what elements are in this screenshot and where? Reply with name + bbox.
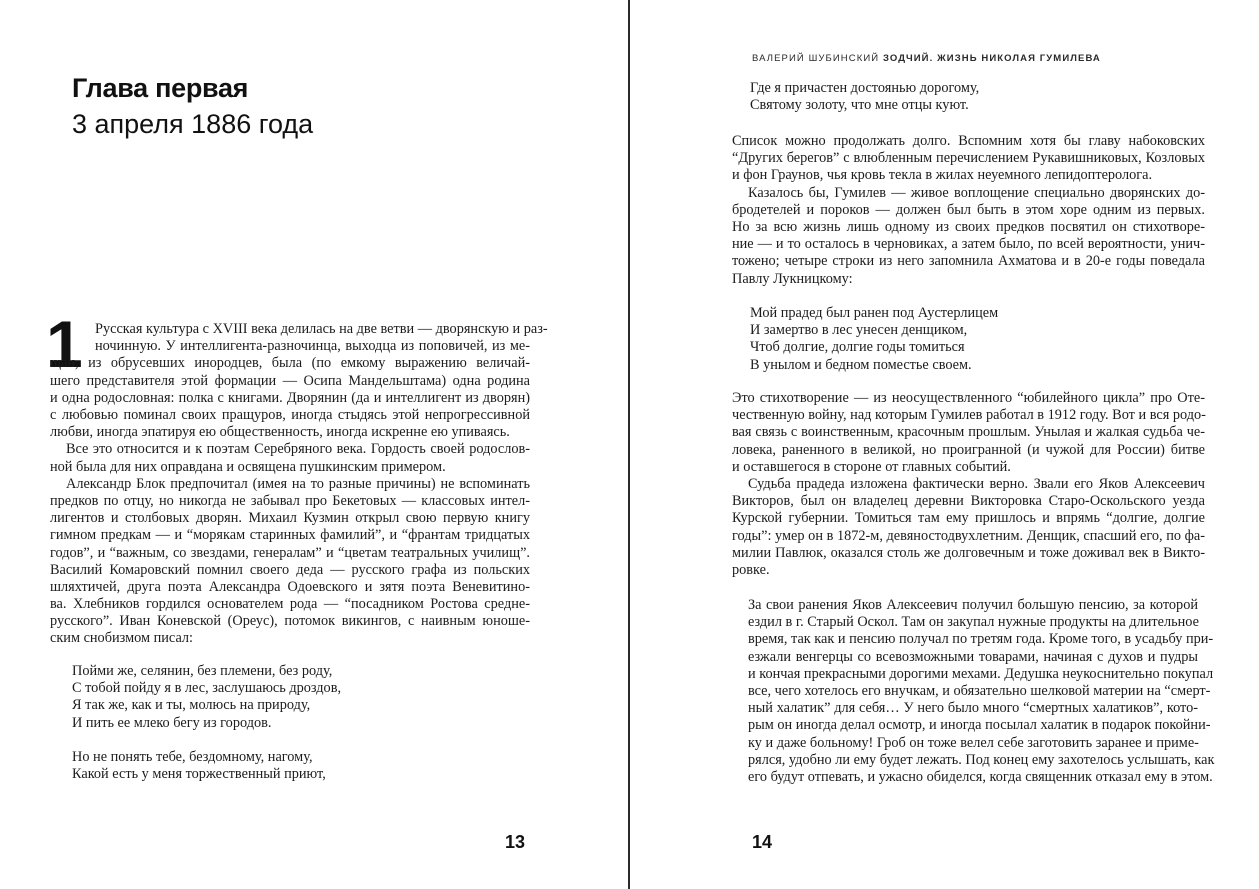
text-line: вая связь с воинственным, красочным прошлым. Унылая и жалкая судьба че- [732, 424, 1205, 441]
running-header-book: ЗОДЧИЙ. ЖИЗНЬ НИКОЛАЯ ГУМИЛЕВА [882, 53, 1101, 64]
verse-line: С тобой пойду я в лес, заслушаюсь дроздов, [72, 680, 342, 697]
text-line: гимном предкам — и “морякам старинных фамилий”, и “франтам тридцатых [50, 527, 530, 544]
text-line: ва. Хлебников гордился основателем рода — “посадником Ростова средне- [50, 596, 530, 613]
text-line: лигентов и столбовых дворян. Михаил Кузмин открыл свою первую книгу [50, 510, 530, 527]
text-line: бродетелей и пороков — должен был быть в этом хоре одним из первых. [732, 201, 1205, 218]
text-line: ровке. [732, 561, 770, 578]
text-line: и кончая прекрасными дорогими мехами. Дедушка неукоснительно покупал [748, 665, 1214, 682]
text-line: чественную войну, над которым Гумилев работал в 1912 году. Вот и вся родо- [732, 407, 1206, 424]
text-line: ским снобизмом писал: [50, 630, 194, 647]
text-line: и оставшегося в стороне от главных событий. [732, 458, 1011, 475]
text-line: Александр Блок предпочитал (имея на то разные причины) не вспоминать [66, 475, 530, 492]
text-line: Судьба прадеда изложена фактически верно. Звали его Яков Алексеевич [748, 476, 1205, 492]
right-verse-mid [750, 305, 998, 374]
text-line: годы”: умер он в 1872-м, девяностодвухлетним. Денщик, спасший его, по фа- [732, 527, 1205, 544]
text-line: предков по отцу, но никогда не забывал про Бекетовых — классовых интел- [50, 492, 530, 509]
text-line: ной была для них оправдана и освящена пушкинским примером. [50, 458, 446, 475]
right-page [630, 0, 1259, 889]
right-paragraph-1 [732, 133, 1205, 185]
text-line: Казалось бы, Гумилев — живое воплощение специально дворянских до- [748, 184, 1205, 201]
text-line: Павлу Лукницкому: [732, 270, 853, 287]
right-paragraph-4 [732, 476, 1205, 579]
right-paragraph-3 [732, 390, 1205, 476]
verse-line: Где я причастен достоянью дорогому, [750, 80, 980, 96]
chapter-title: Глава первая [72, 73, 249, 103]
text-line: годов”, и “важным, со звездами, генералам” и “цветам театральных училищ”. [50, 544, 530, 561]
verse-line: И замертво в лес унесен денщиком, [750, 322, 968, 339]
verse-line: Мой прадед был ранен под Аустерлицем [750, 305, 999, 321]
chapter-subtitle: 3 апреля 1886 года [72, 109, 314, 139]
text-line: Русская культура с XVIII века делилась на две ветви — дворянскую и раз- [95, 321, 548, 337]
left-page [0, 0, 628, 889]
left-paragraph-1-cont [50, 355, 530, 441]
text-line: тожено; четыре строки из него запомнила Ахматова и в 20-е годы поведала [732, 253, 1205, 270]
text-line: ловека, раненного в великой, но проигранной (и чужой для России) битве [732, 441, 1205, 458]
text-line: шего представителя этой формации — Осипа Мандельштама) одна родина [50, 372, 530, 389]
text-line: рым он иногда делал осмотр, и иногда посылал халатик в подарок покойни- [748, 717, 1211, 734]
text-line: русского”. Иван Коневской (Ореус), потомок викингов, с наивным юноше- [50, 613, 530, 630]
text-line: его будут отпевать, и ужасно обиделся, когда священник отказал ему в этом. [748, 768, 1213, 785]
memoir-quote [748, 597, 1215, 786]
verse-line: В унылом и бедном поместье своем. [750, 356, 972, 373]
text-line: и фон Граунов, чья кровь текла в жилах неуемного лепидоптеролога. [732, 167, 1153, 184]
text-line: езжали венгерцы со всевозможными товарами, начиная с духов и пудры [748, 648, 1198, 665]
running-header-author: ВАЛЕРИЙ ШУБИНСКИЙ [752, 53, 880, 64]
left-paragraph-3 [50, 476, 530, 648]
verse-line: Но не понять тебе, бездомному, нагому, [72, 748, 313, 765]
text-line: ние — и то осталось в черновиках, а затем было, по всей вероятности, унич- [732, 236, 1205, 253]
verse-line: Пойми же, селянин, без племени, без роду, [72, 663, 333, 679]
text-line: Это стихотворение — из неосуществленного “юбилейного цикла” про Оте- [732, 390, 1205, 406]
text-line: ездил в г. Старый Оскол. Там он закупал нужные продукты на длительное [748, 614, 1199, 631]
drop-cap: 1 [46, 307, 83, 381]
text-line: Но за всю жизнь лишь одному из своих предков посвятил он стихотворе- [732, 218, 1205, 235]
text-line: ночинную. У интеллигента-разночинца, выходца из поповичей, из ме- [95, 338, 530, 355]
verse-line: Какой есть у меня торжественный приют, [72, 766, 326, 783]
left-paragraph-2 [50, 441, 530, 475]
left-verse [72, 663, 341, 783]
right-paragraph-2 [732, 185, 1205, 288]
text-line: рялся, удобно ли ему будет лежать. Под конец ему захотелось услышать, как [748, 751, 1215, 768]
verse-line: Я так же, как и ты, молюсь на природу, [72, 697, 311, 714]
verse-line: Святому золоту, что мне отцы куют. [750, 97, 969, 114]
text-line: Все это относится и к поэтам Серебряного века. Гордость своей родослов- [66, 441, 530, 458]
left-paragraph-1 [95, 321, 548, 355]
text-line: щан, из обрусевших инородцев, была (по емкому выражению величай- [50, 355, 530, 372]
text-line: За свои ранения Яков Алексеевич получил большую пенсию, за которой [748, 597, 1198, 613]
text-line: все, чего хотелось его внучкам, и обязательно шелковой материи на “смерт- [748, 682, 1211, 699]
right-verse-top [750, 80, 979, 114]
text-line: Список можно продолжать долго. Вспомним хотя бы главу набоковских [732, 133, 1205, 149]
page-number-left: 13 [505, 832, 526, 852]
text-line: любви, иногда эпатируя ею общественность, иногда искренне ею упиваясь. [50, 424, 510, 441]
text-line: Викторов, был он владелец деревни Викторовка Старо-Оскольского уезда [732, 493, 1205, 510]
text-line: “Других берегов” с влюбленным перечислением Рукавишниковых, Козловых [732, 150, 1205, 167]
text-line: с любовью поминал своих пращуров, иногда стыдясь этой непрогрессивной [50, 406, 530, 423]
page-number-right: 14 [752, 832, 773, 852]
text-line: ку и даже больному! Гроб он тоже велел себе заготовить заранее и приме- [748, 734, 1199, 751]
text-line: шляхтичей, друга поэта Александра Одоевского и зятя поэта Веневитино- [50, 578, 530, 595]
verse-line: Чтоб долгие, долгие годы томиться [750, 339, 965, 356]
verse-line: И пить ее млеко бегу из городов. [72, 714, 272, 731]
text-line: время, так как и пенсию получал по третям года. Кроме того, в усадьбу при- [748, 631, 1214, 648]
running-header [752, 53, 1101, 64]
text-line: милии Павлюк, оказался столь же долговечным и тоже доживал век в Викто- [732, 544, 1205, 561]
text-line: Курской губернии. Томиться там ему пришлось и впрямь “долгие, долгие [732, 510, 1205, 527]
text-line: и одна родословная: полка с книгами. Дворянин (да и интеллигент из дворян) [50, 389, 530, 406]
text-line: Василий Комаровский помнил своего деда — русского графа из польских [50, 561, 530, 578]
text-line: ный халатик” для себя… У него было много “смертных халатиков”, кото- [748, 700, 1198, 717]
